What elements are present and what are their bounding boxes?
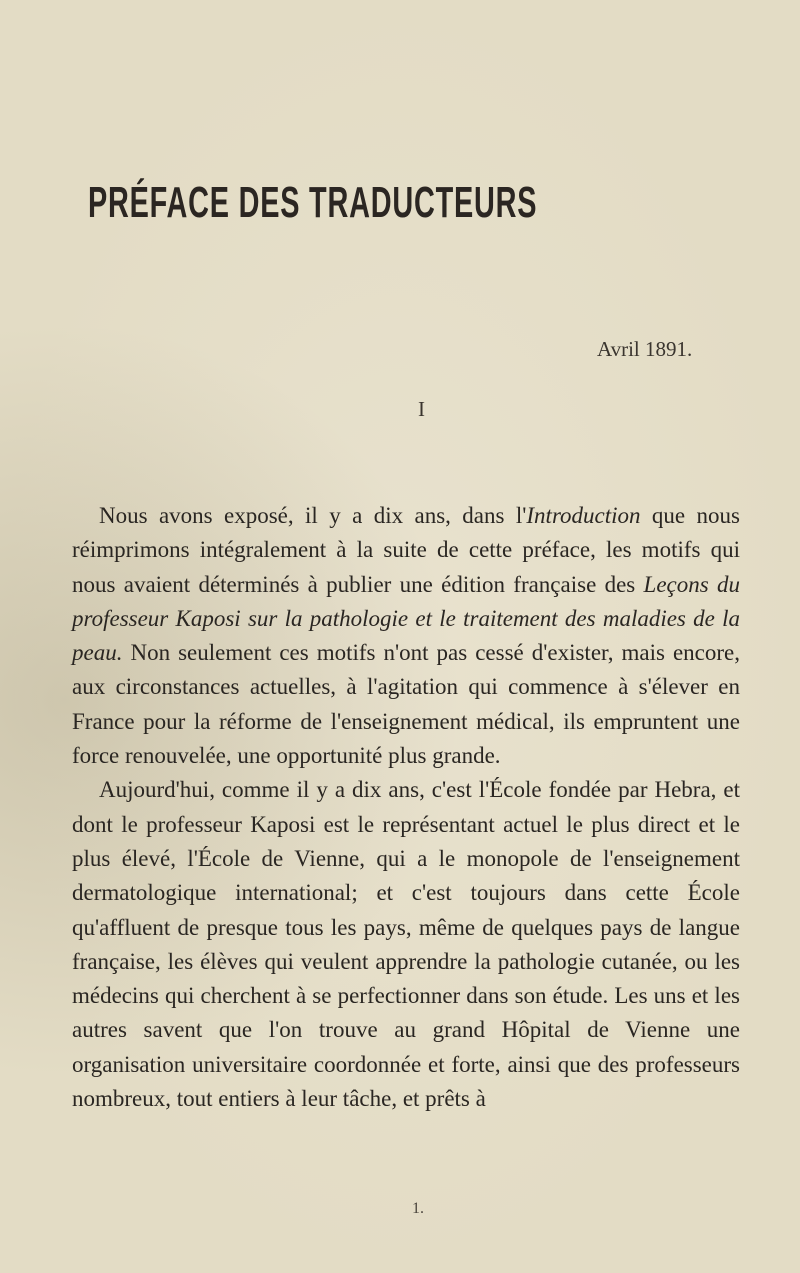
paragraph-1-text-c: Non seulement ces motifs n'ont pas cessé d'exister, mais encore, aux circonstances actuelles, à l'agitation qui commence à s'élever en France pour la réforme de l'enseignement médical, ils empruntent une force renouvelée, une opportunité plus grande. (72, 640, 740, 769)
paragraph-1-italic-b: Leçons du professeur Kaposi sur la pathologie et le traitement des maladies de la peau. (72, 571, 740, 666)
paragraph-1 (72, 499, 740, 773)
body-text (72, 499, 740, 1116)
paragraph-1-italic-a: Introduction (526, 503, 641, 528)
section-number: I (418, 397, 425, 421)
paragraph-1-text-b: que nous réimprimons intégralement à la suite de cette préface, les motifs qui nous avaient déterminés à publier une édition française des (72, 503, 740, 597)
paragraph-2: Aujourd'hui, comme il y a dix ans, c'est l'École fondée par Hebra, et dont le professeur Kaposi est le représentant actuel le plus direct et le plus élevé, l'École de Vienne, qui a le monopole de l'enseignement dermatologique international; et c'est toujours dans cette École qu'affluent de presque tous les pays, même de quelques pays de langue française, les élèves qui veulent apprendre la pathologie cutanée, ou les médecins qui cherchent à se perfectionner dans son étude. Les uns et les autres savent que l'on trouve au grand Hôpital de Vienne une organisation universitaire coordonnée et forte, ainsi que des professeurs nombreux, tout entiers à leur tâche, et prêts à (72, 777, 740, 1112)
date-line: Avril 1891. (597, 337, 693, 361)
page-title: PRÉFACE DES TRADUCTEURS (88, 178, 538, 227)
signature-mark: 1. (412, 1200, 424, 1217)
paragraph-1-text-a: Nous avons exposé, il y a dix ans, dans l' (99, 503, 527, 528)
